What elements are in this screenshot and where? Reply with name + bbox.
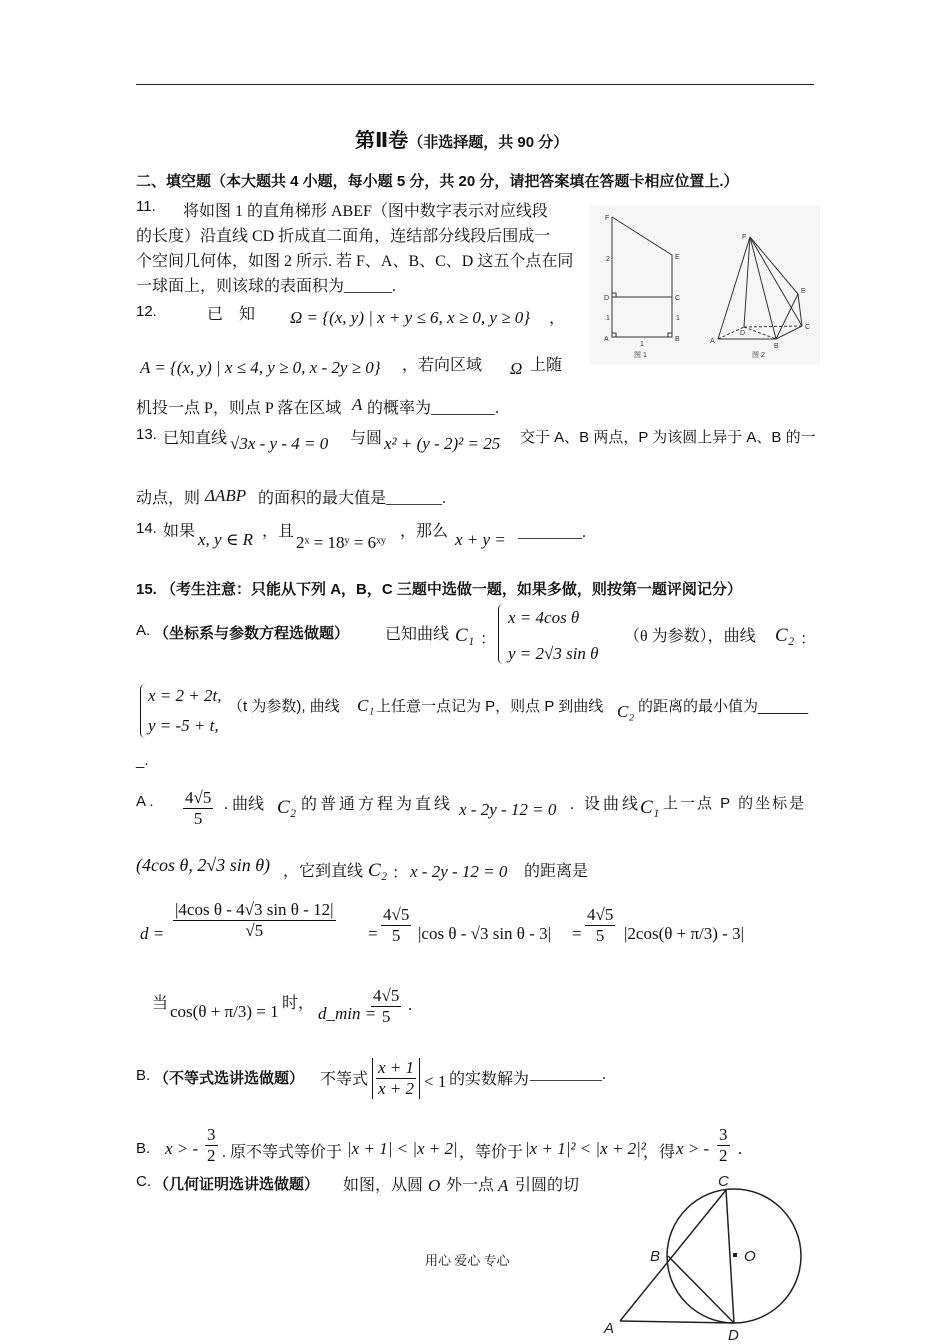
fig1-num-bottom: 1 <box>640 341 644 348</box>
geometry-figures <box>590 205 820 365</box>
q11-num: 11. <box>136 198 156 215</box>
q15b-sol-label: B. <box>136 1140 151 1157</box>
q14-num: 14. <box>136 520 157 537</box>
q15a-sol-point: (4cos θ, 2√3 sin θ) <box>136 855 271 875</box>
q15a-sys2-line2: y = -5 + t, <box>148 716 219 735</box>
q13-line2a: 动点，则 <box>136 490 201 507</box>
q12-omega: Ω <box>510 359 523 378</box>
q15c-t2: 外一点 <box>446 1177 495 1194</box>
q15b-blank: _________. <box>530 1066 606 1083</box>
q15a-sol-label: A . <box>136 793 154 810</box>
q15b-sol-ans2-den: 2 <box>719 1146 728 1165</box>
fig2-label-A: A <box>710 338 715 345</box>
q15a-topic: （坐标系与参数方程选做题） <box>154 625 350 642</box>
q15a-sys2-line1: x = 2 + 2t, <box>148 686 222 705</box>
q13-t2: 与圆 <box>350 430 383 447</box>
q15b-sol-t1: . 原不等式等价于 <box>222 1144 343 1161</box>
q15c-topic: （几何证明选讲选做题） <box>154 1176 320 1193</box>
q15a-t3: （t 为参数), 曲线 <box>228 698 340 715</box>
fig1-label-A: A <box>604 336 609 343</box>
q14-cond: x, y ∈ R <box>198 530 254 549</box>
q15a-sol-frac1 <box>170 900 339 941</box>
q15a-sol-ans-num: 4√5 <box>185 788 212 807</box>
fig1-label-E: E <box>675 254 680 261</box>
q15b-sol-ans-num: 3 <box>207 1125 216 1144</box>
q15a-sol-dmin-num: 4√5 <box>373 986 400 1005</box>
fig1-label-D: D <box>604 295 610 302</box>
fig2-label-C: C <box>805 324 811 331</box>
q15a-sol-dmin-den: 5 <box>381 1007 391 1026</box>
q12-line3: 机投一点 P，则点 P 落在区域 <box>136 400 342 417</box>
q15a-sol-t6: ： <box>392 865 409 882</box>
q14-eq: 2ˣ = 18ʸ = 6ˣʸ <box>296 533 387 552</box>
q15a-sol-abs3: |2cos(θ + π/3) - 3| <box>624 924 744 943</box>
q15a-c1: C₁ <box>455 625 475 646</box>
q11-line3: 个空间几何体，如图 2 所示. 若 F、A、B、C、D 这五个点在同 <box>136 253 574 270</box>
fig1-num-left2: 1 <box>606 315 610 322</box>
line-cd <box>726 1190 734 1323</box>
q15b-sol-t2: ，等价于 <box>459 1144 524 1161</box>
q12-text1: ，若向区域 <box>402 357 483 374</box>
part2-header: 二、填空题（本大题共 4 小题，每小题 5 分，共 20 分，请把答案填在答题卡相应位置上.） <box>136 173 739 190</box>
q14-t1: 如果 <box>163 523 196 540</box>
q15a-sol-eq3: = <box>572 924 582 943</box>
circle-label-D: D <box>728 1327 739 1344</box>
q15c-o: O <box>428 1176 441 1195</box>
q12-spaced: 已 知 <box>207 306 256 323</box>
q15a-sys1-line2: y = 2√3 sin θ <box>508 644 599 663</box>
q15a-sol-frac2-num: 4√5 <box>383 905 410 924</box>
q13-line2b: 的面积的最大值是_______. <box>258 490 447 507</box>
q15a-sol-dmin-frac <box>368 986 404 1027</box>
q15a-sol-abs2: |cos θ - √3 sin θ - 3| <box>418 924 551 943</box>
fig1-label-B: B <box>675 336 680 343</box>
circle-label-O: O <box>744 1248 756 1265</box>
page-footer: 用心 爱心 专心 <box>425 1253 510 1268</box>
q15a-sol-t4: 上一点 P 的坐标是 <box>663 795 807 812</box>
q15a-sol-ans-den: 5 <box>193 809 203 828</box>
q15b-sol-ineq1: |x + 1| < |x + 2| <box>347 1139 458 1158</box>
q14-t2: ，且 <box>262 523 295 540</box>
q15a-sol-c2b: C₂ <box>368 860 388 881</box>
q15c-t3: 引圆的切 <box>515 1177 580 1194</box>
q12-line3-end: 的概率为________. <box>367 400 500 417</box>
q12-a-sym: A <box>352 395 363 414</box>
q15a-sol-t5: ，它到直线 <box>283 863 364 880</box>
q15b-sol-ans2: x > - <box>676 1139 710 1158</box>
circle-figure <box>598 1168 813 1344</box>
q15b-sol-ineq2: |x + 1|² < |x + 2|² <box>525 1139 646 1158</box>
q15a-sol-when2: 时， <box>282 995 315 1012</box>
q12-omega-def: Ω = {(x, y) | x + y ≤ 6, x ≥ 0, y ≥ 0} <box>290 308 531 327</box>
q15a-brace2 <box>140 684 145 738</box>
q15a-sol-eq2: = <box>368 924 378 943</box>
q15a-sol-t2: 的普通方程为直线 <box>301 796 454 813</box>
q15b-label: B. <box>136 1067 151 1084</box>
q15a-sol-t3: . 设曲线 <box>570 796 642 813</box>
q15a-sol-when: 当 <box>152 995 169 1012</box>
q15b-sol-ans2-num: 3 <box>719 1125 728 1144</box>
fig2-label-B: B <box>774 343 779 350</box>
q14-t3: ，那么 <box>400 523 449 540</box>
top-rule <box>136 84 814 85</box>
q15b-sol-t3: ，得 <box>643 1144 676 1161</box>
q12-num: 12. <box>136 303 157 320</box>
q15b-frac <box>372 1058 420 1099</box>
q13-t3: 交于 A、B 两点，P 为该圆上异于 A、B 的一 <box>520 429 816 446</box>
q15a-sys1-line1: x = 4cos θ <box>508 608 580 627</box>
q15c-a: A <box>498 1176 509 1195</box>
q15a-sol-line: x - 2y - 12 = 0 <box>459 800 557 819</box>
fig2-label-F: F <box>742 234 747 241</box>
q15a-sol-d-lhs: d = <box>140 924 165 943</box>
q15b-frac-den: x + 2 <box>378 1079 415 1098</box>
q15b-topic: （不等式选讲选做题） <box>154 1070 305 1087</box>
q15a-brace <box>498 604 503 664</box>
q15a-sol-frac2 <box>378 905 414 946</box>
q12-comma: ， <box>549 310 566 327</box>
q15a-sol-frac2-den: 5 <box>391 926 401 945</box>
q15b-lt: < 1 <box>424 1072 447 1091</box>
section-subtitle: （非选择题，共 90 分） <box>408 134 569 151</box>
center-dot <box>733 1253 737 1257</box>
q13-t1: 已知直线 <box>163 430 228 447</box>
q15a-sol-frac3-num: 4√5 <box>587 905 614 924</box>
q15a-sol-t1: . 曲线 <box>224 796 265 813</box>
q15-header: 15. （考生注意：只能从下列 A，B，C 三题中选做一题，如果多做，则按第一题评阅记分） <box>136 581 742 598</box>
q15a-t2: （θ 为参数），曲线 <box>624 628 756 645</box>
circle-label-A: A <box>604 1320 615 1337</box>
fig1-caption: 图 1 <box>634 352 647 359</box>
q15a-sol-frac3 <box>582 905 618 946</box>
circle-label-B: B <box>650 1248 661 1265</box>
q15b-sol-ans: x > - <box>165 1139 199 1158</box>
q15a-sol-t7: 的距离是 <box>524 863 589 880</box>
q15a-sol-cond: cos(θ + π/3) = 1 <box>170 1002 279 1021</box>
q14-blank: ________. <box>518 524 586 541</box>
line-bd <box>668 1256 734 1323</box>
q12-a-def: A = {(x, y) | x ≤ 4, y ≥ 0, x - 2y ≥ 0} <box>140 358 381 377</box>
q15a-colon2: ： <box>800 631 817 648</box>
q15a-sol-line2: x - 2y - 12 = 0 <box>410 862 508 881</box>
q15b-sol-ans-den: 2 <box>207 1146 216 1165</box>
q13-circle-eq: x² + (y - 2)² = 25 <box>384 434 501 453</box>
q11-line1: 将如图 1 的直角梯形 ABEF（图中数字表示对应线段 <box>183 203 548 220</box>
fig2-label-E: E <box>801 288 806 295</box>
q11-line4: 一球面上，则该球的表面积为______. <box>136 278 397 295</box>
q15a-label: A. <box>136 622 151 639</box>
q15b-sol-end: . <box>738 1139 743 1158</box>
q15c-t1: 如图，从圆 <box>343 1177 424 1194</box>
circle-label-C: C <box>718 1173 729 1190</box>
q15b-sol-ans2-frac <box>714 1125 733 1166</box>
q15c-label: C. <box>136 1173 151 1190</box>
fig2-label-D: D <box>740 330 746 337</box>
q13-line-eq: √3x - y - 4 = 0 <box>230 434 329 453</box>
q15a-t4: 上任意一点记为 P，则点 P 到曲线 <box>376 698 604 715</box>
section-title-main: 第Ⅱ卷 <box>355 130 409 152</box>
q15a-sol-answer <box>180 788 216 829</box>
q11-line2: 的长度）沿直线 CD 折成直二面角，连结部分线段后围成一 <box>136 228 551 245</box>
q15a-sol-frac1-den: √5 <box>245 921 264 940</box>
q15a-sol-c2: C₂ <box>277 797 297 818</box>
q13-num: 13. <box>136 426 157 443</box>
q15a-c1b: C₁ <box>357 696 375 715</box>
q15a-colon: ： <box>480 631 497 648</box>
q15a-sol-dmin: d_min = <box>318 1004 377 1023</box>
q15a-t5: 的距离的最小值为______ <box>638 698 809 715</box>
section-title <box>355 124 568 153</box>
q15a-t1: 已知曲线 <box>385 626 450 643</box>
line-ac <box>620 1190 726 1321</box>
fig1-label-C: C <box>675 295 681 302</box>
q12-text2: 上随 <box>530 357 563 374</box>
q15b-t1: 不等式 <box>320 1071 369 1088</box>
q15b-t2: 的实数解为 <box>449 1071 530 1088</box>
q14-ask: x + y = <box>455 530 506 549</box>
fig2-caption: 图 2 <box>752 352 765 359</box>
q15a-sol-period: . <box>408 995 413 1014</box>
q15a-sol-c1: C₁ <box>640 797 660 818</box>
q15a-c2: C₂ <box>775 625 795 646</box>
q15a-sol-frac3-den: 5 <box>595 926 605 945</box>
q15b-sol-ans-frac <box>202 1125 221 1166</box>
q13-triangle: ΔABP <box>205 486 247 505</box>
q15a-sol-frac1-num: |4cos θ - 4√3 sin θ - 12| <box>175 900 334 919</box>
q15b-frac-num: x + 1 <box>378 1058 415 1077</box>
fig1-num-left: 2 <box>606 256 610 263</box>
q15a-t6: _. <box>136 752 149 769</box>
q15a-c2b: C₂ <box>617 702 635 721</box>
fig1-num-right: 1 <box>676 315 680 322</box>
fig1-label-F: F <box>605 215 610 222</box>
